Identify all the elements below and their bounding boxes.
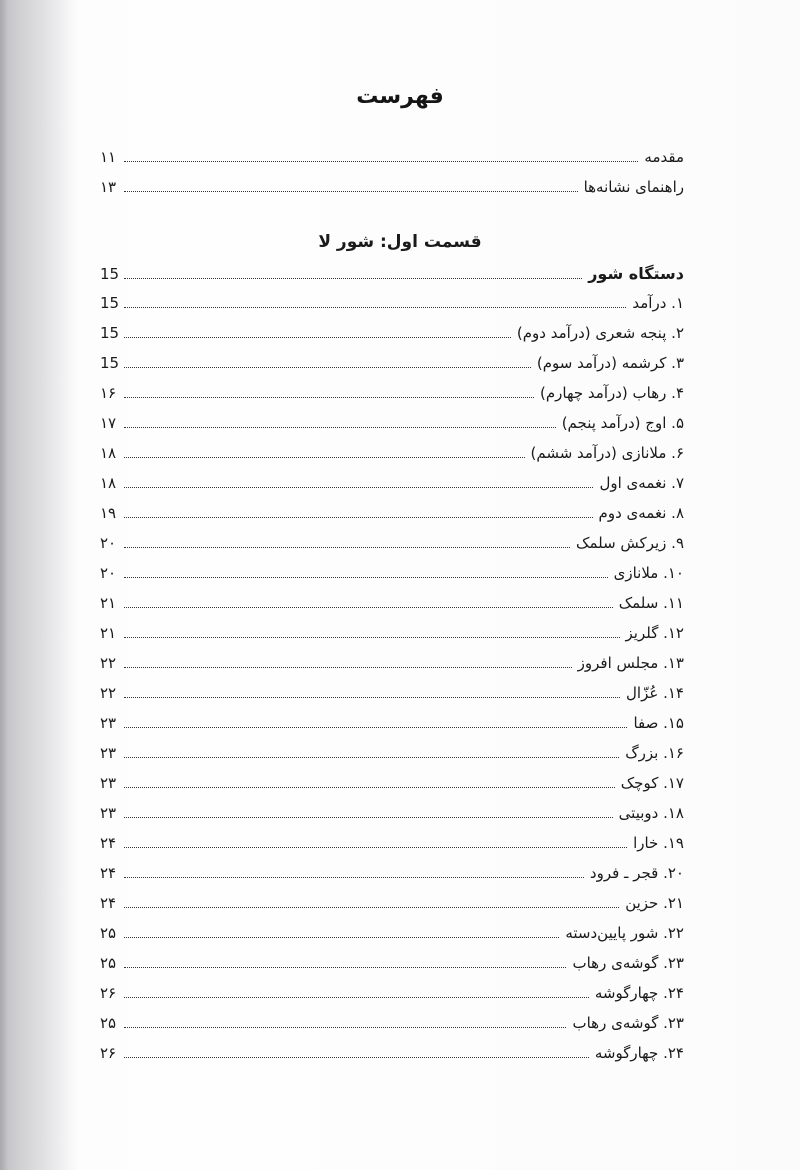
toc-entry[interactable]	[100, 654, 684, 678]
toc-entry[interactable]	[100, 444, 684, 468]
toc-entry[interactable]	[100, 714, 684, 738]
toc-entry-label: مقدمه	[644, 148, 684, 166]
toc-entry-label: دستگاه شور	[588, 264, 684, 283]
dot-leader	[124, 160, 638, 162]
toc-entry[interactable]	[100, 294, 684, 318]
toc-entry[interactable]	[100, 834, 684, 858]
toc-entry-page: ۱۷	[100, 414, 117, 432]
dot-leader	[124, 516, 593, 518]
toc-entry-label: ۲۲. شور پایین‌دسته	[565, 924, 684, 942]
dot-leader	[124, 636, 620, 638]
toc-entry-page: 15	[100, 324, 120, 342]
dot-leader	[124, 486, 593, 488]
dot-leader	[124, 756, 619, 758]
toc-entry[interactable]	[100, 594, 684, 618]
toc-entry[interactable]	[100, 954, 684, 978]
toc-entry-label: ۹. زیرکش سلمک	[576, 534, 684, 552]
section-title: قسمت اول: شور لا	[318, 232, 482, 252]
toc-entry-page: ۱۱	[100, 148, 117, 166]
dot-leader	[124, 726, 627, 728]
toc-entry[interactable]	[100, 504, 684, 528]
toc-entry[interactable]	[100, 324, 684, 348]
toc-entry[interactable]	[100, 474, 684, 498]
toc-entry-label: ۱۱. سلمک	[618, 594, 684, 612]
toc-entry-page: ۱۸	[100, 444, 117, 462]
dot-leader	[124, 786, 615, 788]
dot-leader	[124, 576, 608, 578]
toc-entry-label: ۲۱. حزین	[625, 894, 684, 912]
toc-section-heading[interactable]	[100, 264, 684, 288]
page-title: فهرست	[356, 84, 444, 109]
toc-entry-label: ۱. درآمد	[632, 294, 684, 312]
dot-leader	[124, 606, 613, 608]
toc-entry-label: ۶. ملانازی (درآمد ششم)	[530, 444, 684, 462]
toc-entry[interactable]	[100, 984, 684, 1008]
toc-entry[interactable]	[100, 744, 684, 768]
toc-entry-page: ۲۶	[100, 984, 117, 1002]
toc-entry-label: ۱۴. عُزّال	[626, 684, 684, 702]
dot-leader	[124, 816, 613, 818]
toc-entry-page: ۲۳	[100, 744, 117, 762]
dot-leader	[124, 846, 627, 848]
toc-entry-page: ۱۶	[100, 384, 117, 402]
toc-entry-page: ۲۴	[100, 864, 117, 882]
dot-leader	[124, 696, 620, 698]
toc-entry-label: ۷. نغمه‌ی اول	[599, 474, 684, 492]
toc-entry[interactable]	[100, 924, 684, 948]
toc-entry[interactable]	[100, 774, 684, 798]
toc-entry[interactable]	[100, 804, 684, 828]
toc-entry-page: ۲۲	[100, 654, 117, 672]
dot-leader	[124, 277, 582, 279]
toc-entry-label: ۲. پنجه شعری (درآمد دوم)	[516, 324, 684, 342]
toc-entry-label: ۱۶. بزرگ	[625, 744, 684, 762]
toc-entry-page: ۱۳	[100, 178, 117, 196]
toc-entry[interactable]	[100, 684, 684, 708]
toc-entry[interactable]	[100, 864, 684, 888]
dot-leader	[124, 546, 570, 548]
dot-leader	[124, 936, 559, 938]
toc-entry-page: ۲۴	[100, 834, 117, 852]
toc-entry-page: ۲۱	[100, 624, 117, 642]
toc-entry[interactable]	[100, 894, 684, 918]
toc-entry-page: ۲۰	[100, 534, 117, 552]
toc-entry-page: ۲۲	[100, 684, 117, 702]
toc-entry-label: ۸. نغمه‌ی دوم	[598, 504, 684, 522]
toc-entry-page: ۲۵	[100, 924, 117, 942]
toc-entry-label: ۱۷. کوچک	[620, 774, 684, 792]
toc-entry-label: ۱۲. گلریز	[625, 624, 684, 642]
toc-entry[interactable]	[100, 1014, 684, 1038]
toc-entry-label: ۲۳. گوشه‌ی رهاب	[572, 1014, 684, 1032]
toc-entry-label: ۲۳. گوشه‌ی رهاب	[572, 954, 684, 972]
dot-leader	[124, 190, 578, 192]
toc-entry-label: ۱۰. ملانازی	[613, 564, 684, 582]
toc-entry[interactable]	[100, 564, 684, 588]
dot-leader	[124, 336, 511, 338]
dot-leader	[124, 426, 556, 428]
toc-entry-label: ۲۴. چهارگوشه	[594, 984, 684, 1002]
toc-entry[interactable]	[100, 384, 684, 408]
toc-entry-label: ۳. کرشمه (درآمد سوم)	[536, 354, 684, 372]
toc-entry[interactable]	[100, 534, 684, 558]
toc-entry-page: ۲۶	[100, 1044, 117, 1062]
toc-entry-page: ۲۰	[100, 564, 117, 582]
binding-shadow	[0, 0, 8, 1170]
toc-entry-guide[interactable]	[100, 178, 684, 202]
dot-leader	[124, 396, 534, 398]
toc-entry-label: ۴. رهاب (درآمد چهارم)	[540, 384, 684, 402]
toc-entry-page: ۲۴	[100, 894, 117, 912]
dot-leader	[124, 1026, 566, 1028]
dot-leader	[124, 366, 531, 368]
toc-entry-page: 15	[100, 265, 120, 283]
toc-entry[interactable]	[100, 354, 684, 378]
toc-entry[interactable]	[100, 1044, 684, 1068]
toc-entry-label: ۱۹. خارا	[633, 834, 684, 852]
toc-entry-label: ۱۸. دوبیتی	[618, 804, 684, 822]
toc-entry-label: ۲۴. چهارگوشه	[594, 1044, 684, 1062]
toc-entry[interactable]	[100, 414, 684, 438]
toc-entry-page: ۲۱	[100, 594, 117, 612]
dot-leader	[124, 1056, 589, 1058]
toc-entry-page: ۲۵	[100, 954, 117, 972]
toc-entry-page: 15	[100, 354, 120, 372]
toc-entry-page: 15	[100, 294, 120, 312]
toc-entry-page: ۱۹	[100, 504, 117, 522]
toc-entry-label: ۲۰. قجر ـ فرود	[589, 864, 684, 882]
dot-leader	[124, 876, 584, 878]
dot-leader	[124, 456, 525, 458]
dot-leader	[124, 306, 626, 308]
toc-entry-label: راهنمای نشانه‌ها	[583, 178, 684, 196]
toc-entry-label: ۱۵. صفا	[633, 714, 684, 732]
toc-entry-page: ۲۳	[100, 714, 117, 732]
toc-entry-page: ۱۸	[100, 474, 117, 492]
toc-entry-intro[interactable]	[100, 148, 684, 172]
toc-entry-page: ۲۳	[100, 804, 117, 822]
dot-leader	[124, 666, 572, 668]
dot-leader	[124, 906, 619, 908]
toc-entry-label: ۵. اوج (درآمد پنجم)	[561, 414, 684, 432]
toc-entry[interactable]	[100, 624, 684, 648]
toc-entry-page: ۲۵	[100, 1014, 117, 1032]
toc-entry-page: ۲۳	[100, 774, 117, 792]
toc-entry-label: ۱۳. مجلس افروز	[577, 654, 684, 672]
dot-leader	[124, 996, 589, 998]
dot-leader	[124, 966, 566, 968]
